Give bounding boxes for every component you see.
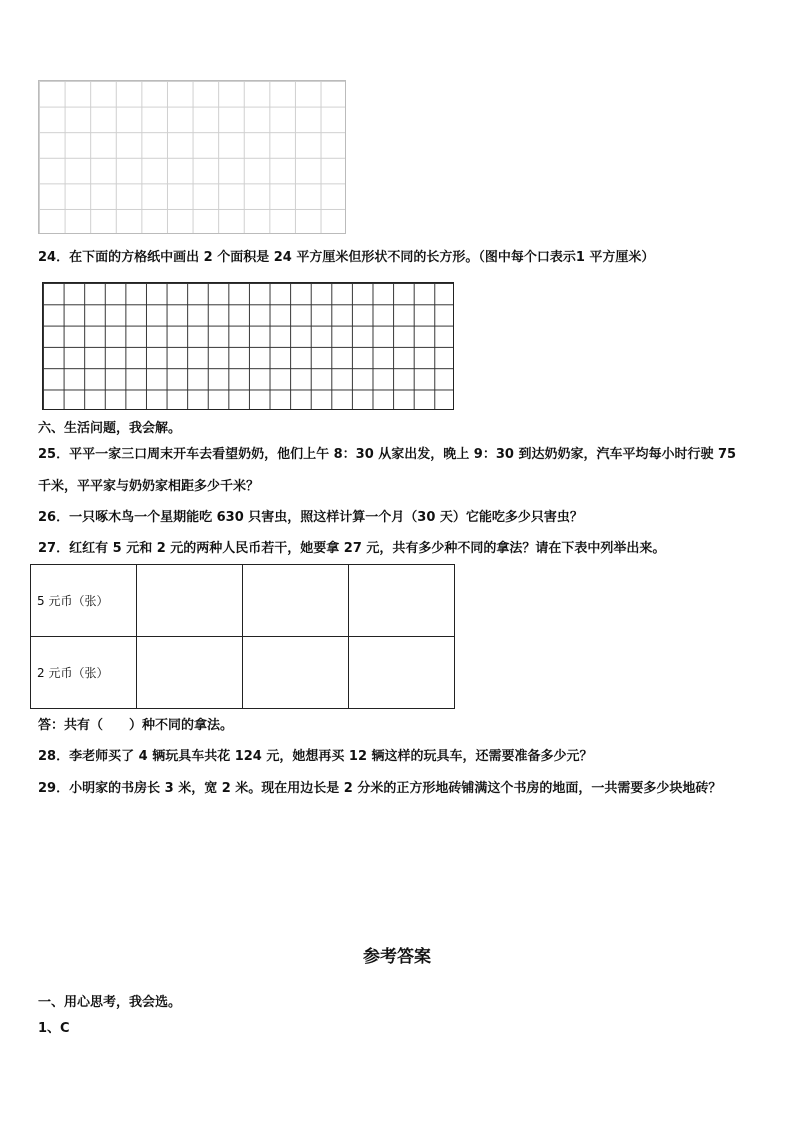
table-cell[interactable] — [137, 565, 243, 637]
question-29: 29．小明家的书房长 3 米，宽 2 米。现在用边长是 2 分米的正方形地砖铺满这个书房的地面，一共需要多少块地砖？ — [38, 781, 722, 796]
question-27: 27．红红有 5 元和 2 元的两种人民币若干，她要拿 27 元，共有多少种不同的拿法？请在下表中列举出来。 — [38, 541, 666, 556]
question-27-answer: 答：共有（ ）种不同的拿法。 — [38, 718, 234, 733]
table-cell[interactable] — [243, 637, 349, 709]
question-24: 24．在下面的方格纸中画出 2 个面积是 24 平方厘米但形状不同的长方形。（图中每个口表示1 平方厘米） — [38, 250, 655, 265]
question-25-line2: 千米，平平家与奶奶家相距多少千米？ — [38, 479, 260, 494]
table-row — [31, 637, 455, 709]
grid-paper-24[interactable] — [42, 282, 454, 410]
answers-section-1: 一、用心思考，我会选。 — [38, 995, 182, 1010]
question-25-line1: 25．平平一家三口周末开车去看望奶奶，他们上午 8：30 从家出发，晚上 9：30 到达奶奶家，汽车平均每小时行驶 75 — [38, 447, 737, 462]
table-cell[interactable] — [137, 637, 243, 709]
row-label-5-yuan: 5 元币（张） — [31, 565, 137, 637]
money-combination-table — [30, 564, 455, 709]
top-grid-paper — [38, 80, 346, 234]
question-28: 28．李老师买了 4 辆玩具车共花 124 元，她想再买 12 辆这样的玩具车，还需要准备多少元？ — [38, 749, 593, 764]
question-26: 26．一只啄木鸟一个星期能吃 630 只害虫，照这样计算一个月（30 天）它能吃多少只害虫？ — [38, 510, 583, 525]
row-label-2-yuan: 2 元币（张） — [31, 637, 137, 709]
table-cell[interactable] — [243, 565, 349, 637]
answers-title: 参考答案 — [363, 947, 431, 967]
section-6-heading: 六、生活问题，我会解。 — [38, 421, 182, 436]
table-cell[interactable] — [349, 637, 455, 709]
table-row — [31, 565, 455, 637]
answer-item-1: 1、C — [38, 1021, 70, 1036]
table-cell[interactable] — [349, 565, 455, 637]
